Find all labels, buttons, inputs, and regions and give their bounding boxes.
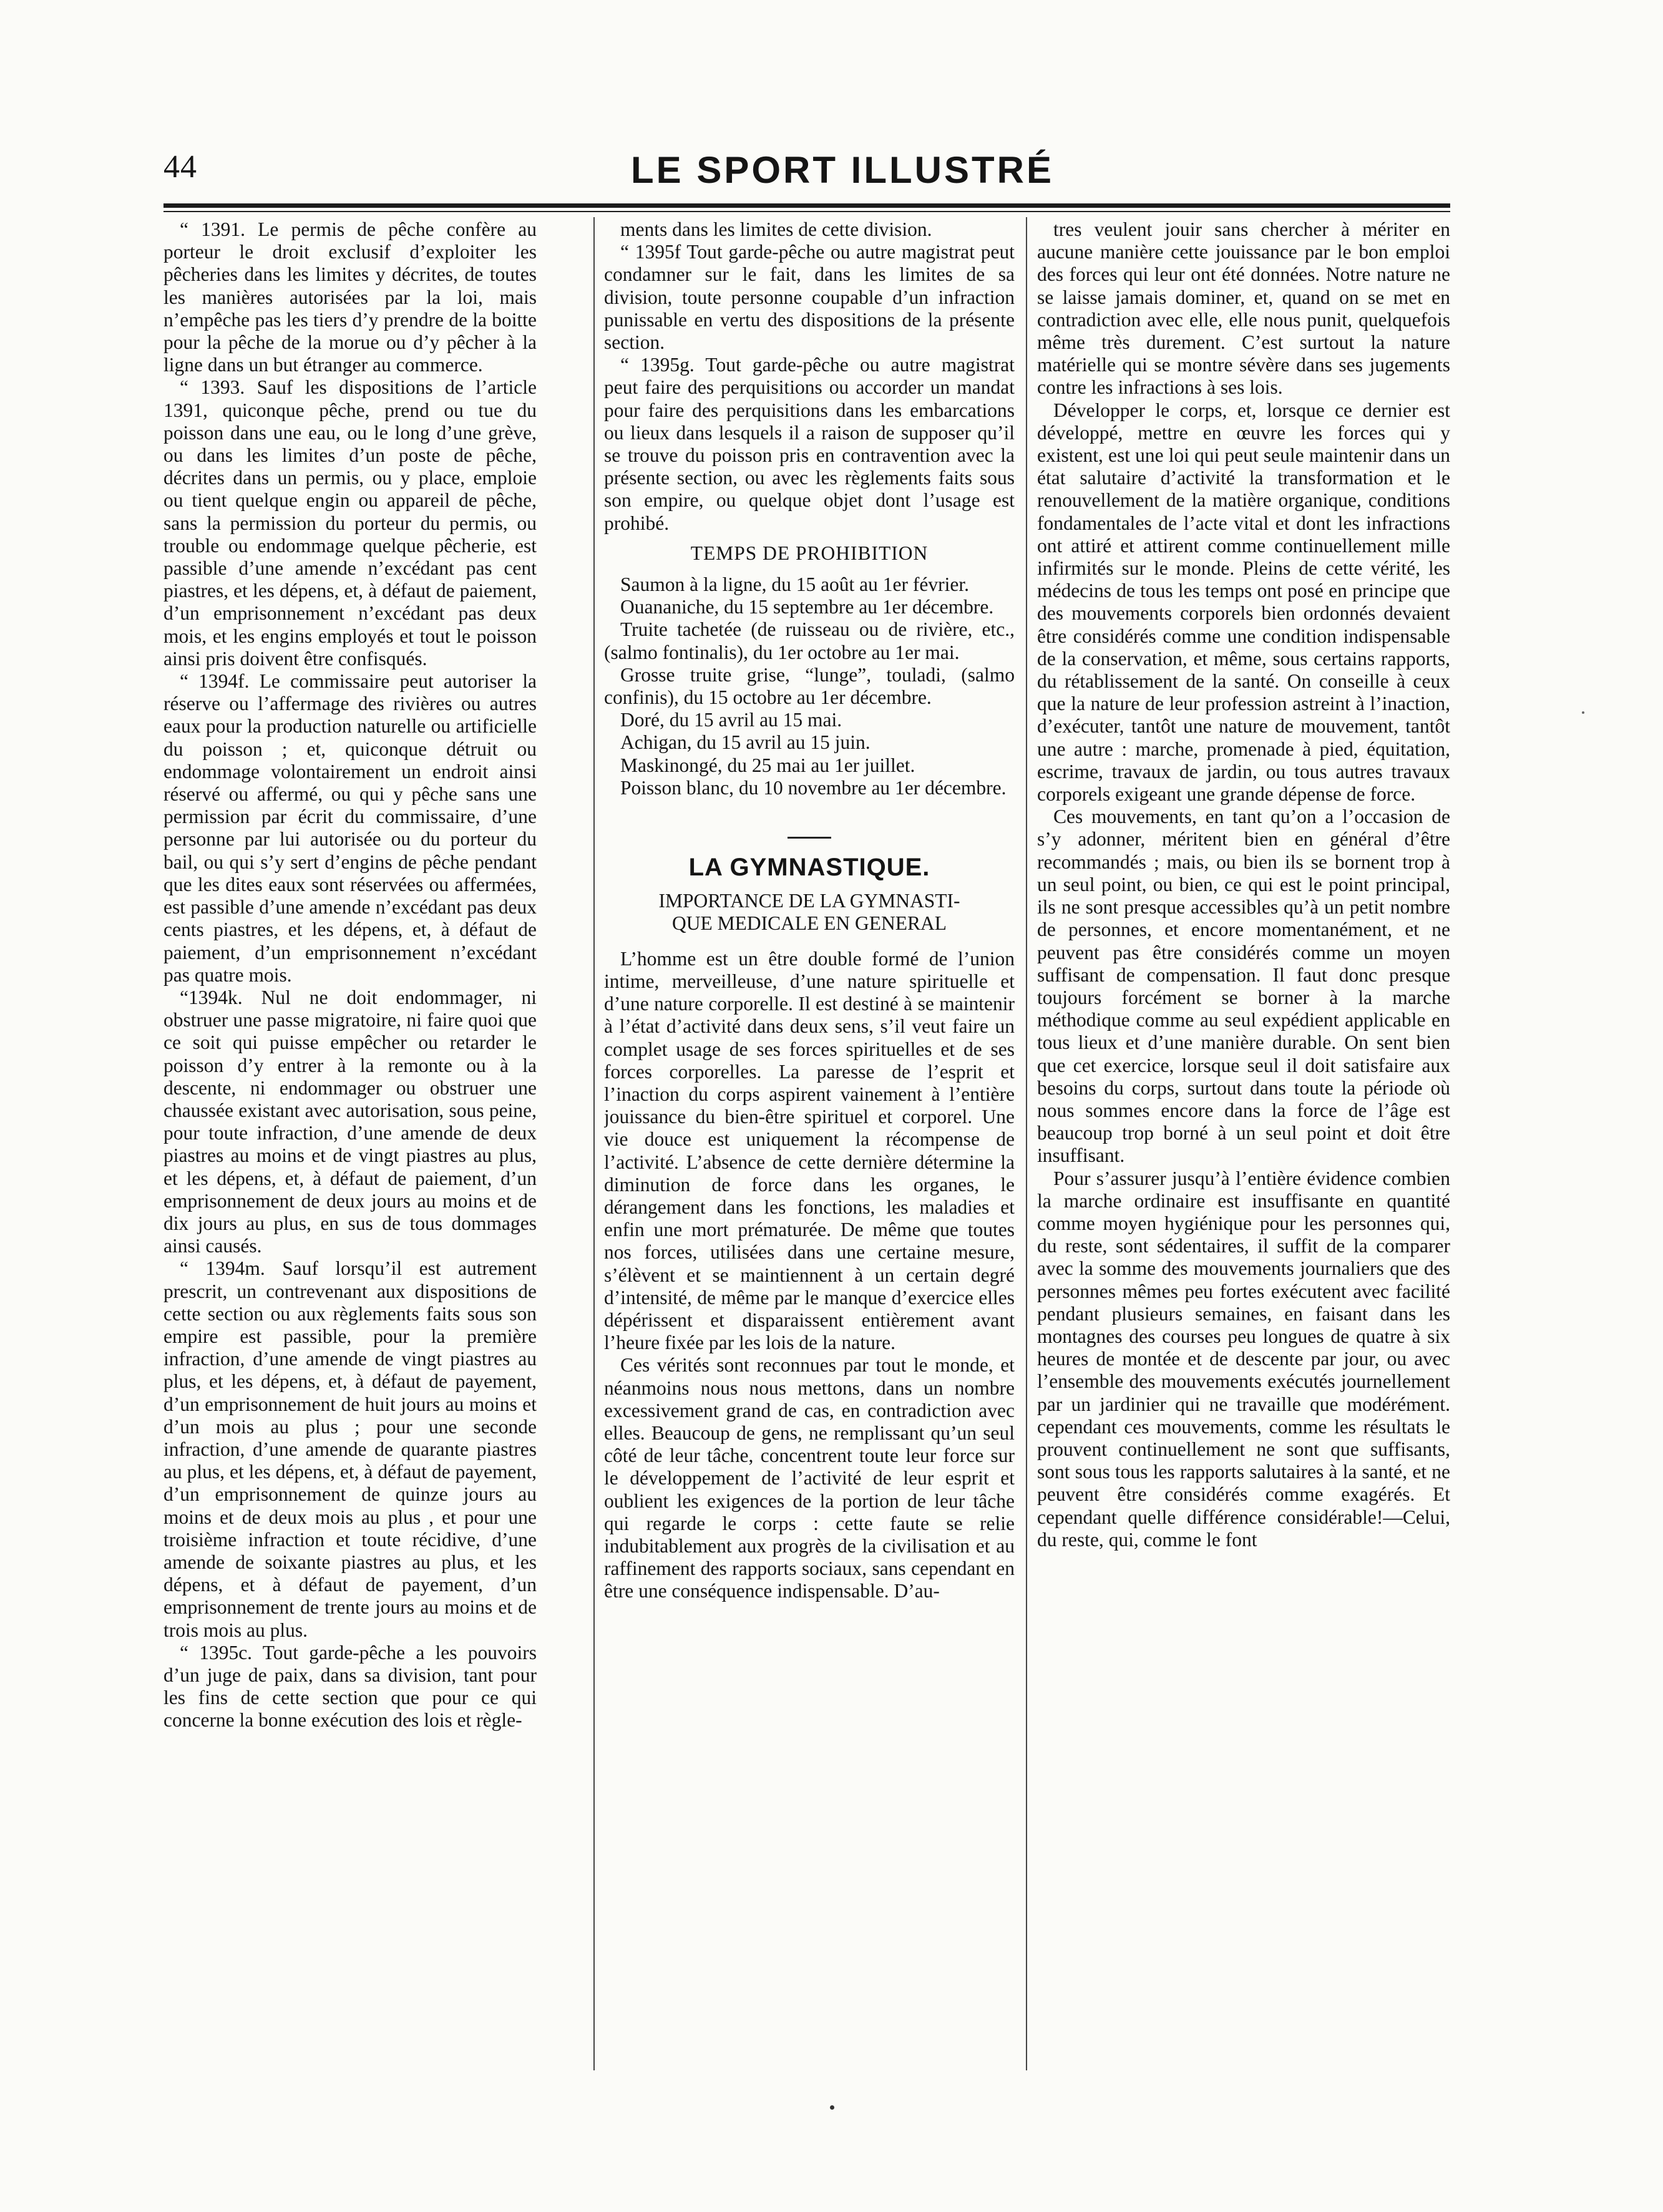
article-1391: “ 1391. Le permis de pêche confère au porteur le droit exclusif d’exploiter les pêcheries dans les limites y décrites, de toutes les manières autorisées par la loi, mais n’empêche pas les tiers d’y prendre de la boitte pour la pêche de la morue ou d’y pêcher à la ligne dans un but étranger au commerce. [163,218,537,376]
season-truite-tachetee: Truite tachetée (de ruisseau ou de rivière, etc., (salmo fontinalis), du 1er octobre au 1er mai. [604,618,1015,663]
section-heading-prohibition: TEMPS DE PROHIBITION [690,542,929,564]
gymnastique-paragraph-3: tres veulent jouir sans chercher à mériter en aucune manière cette jouissance par le bon emploi des forces qui leur ont été données. Notre nature ne se laisse jamais dominer, et, quand on se met en contradiction avec elle, elle nous punit, quelquefois même très durement. C’est surtout la nature matérielle qui se montre sévère dans ses jugements contre les infractions à ses lois. [1037,218,1450,399]
section-separator [788,837,831,839]
masthead: LE SPORT ILLUSTRÉ [630,149,1055,191]
season-saumon: Saumon à la ligne, du 15 août au 1er février. [620,573,969,596]
season-dore: Doré, du 15 avril au 15 mai. [620,709,842,731]
gymnastique-paragraph-2: Ces vérités sont reconnues par tout le monde, et néanmoins nous nous mettons, dans un nombre excessivement grand de cas, en contradiction avec elles. Beaucoup de gens, ne remplissant qu’un seul côté de leur tâche, concentrent toute leur force sur le développement de l’activité de leur esprit et oublient les exigences de la portion de leur tâche qui regarde le corps : cette faute se relie indubitablement aux progrès de la civilisation et au raffinement des rapports sociaux, sans cependant en être une conséquence indispensable. D’au- [604,1354,1015,1602]
article-1394f: “ 1394f. Le commissaire peut autoriser la réserve ou l’affermage des rivières ou autres eaux pour la production naturelle ou artificielle du poisson ; et, quiconque détruit ou endommage volontairement un endroit ainsi réservé ou affermé, ou qui y pêche sans une permission par écrit du commissaire, d’une personne par lui autorisée ou du porteur du bail, ou qui s’y sert d’engins de pêche pendant que les dites eaux sont réservées ou affermées, est passible d’une amende n’excédant pas deux cents piastres, et les dépens, et, à défaut de paiement, d’un emprisonnement n’excédant pas quatre mois. [163,670,537,986]
gymnastique-paragraph-4: Développer le corps, et, lorsque ce dernier est développé, mettre en œuvre les forces qui y existent, est une loi qui peut seule maintenir dans un état salutaire d’activité la transformation et le renouvellement de la matière organique, conditions fondamentales de l’acte vital et dont les infractions ont attiré et attirent comme continuellement mille infirmités sur le monde. Pleins de cette vérité, les médecins de tous les temps ont posé en principe que des mouvements corporels bien ordonnés devaient être considérés comme une condition indispensable de la conservation, et même, sous certains rapports, du rétablissement de la santé. On conseille à ceux que la nature de leur profession astreint à l’inaction, d’exécuter, tantôt une nature de mouvement, tantôt une autre : marche, promenade à pied, équitation, escrime, travaux de jardin, ou tous autres travaux corporels exigeant une grande dépense de force. [1037,399,1450,806]
season-achigan: Achigan, du 15 avril au 15 juin. [620,731,871,754]
article-1394k: “1394k. Nul ne doit endommager, ni obstruer une passe migratoire, ni faire quoi que ce soit qui puisse empêcher ou retarder le poisson d’y entrer à la remonte ou à la descente, ni endommager ou obstruer une chaussée existant avec autorisation, sous peine, pour toute infraction, d’une amende de deux piastres au moins et de vingt piastres au plus, et les dépens, et, à défaut de paiement, d’un emprisonnement de deux jours au moins et de dix jours au plus, en sus de tous dommages ainsi causés. [163,986,537,1257]
column-3 [1037,218,1450,2090]
article-continuation: ments dans les limites de cette division. [620,218,932,240]
print-speck [1582,711,1584,714]
gymnastique-paragraph-5: Ces mouvements, en tant qu’on a l’occasion de s’y adonner, méritent bien en général d’être recommandés ; mais, ou bien ils se bornent trop à un seul point, ou bien, ce qui est le point principal, ils ne sont presque accessibles qu’à un petit nombre de personnes, et encore momentanément, et ne peuvent pas être considérés comme un moyen suffisant de compensation. Il faut donc presque toujours forcément se borner à la marche méthodique comme au seul expédient applicable en tous lieux et d’une manière durable. On sent bien que cet exercice, lorsque seul il doit satisfaire aux besoins du corps, surtout dans toute la période où nous sommes encore dans la force de l’âge est beaucoup trop borné à un seul point et doit être insuffisant. [1037,806,1450,1167]
article-subhead [604,890,1015,935]
gymnastique-paragraph-6: Pour s’assurer jusqu’à l’entière évidence combien la marche ordinaire est insuffisante en quantité comme moyen hygiénique pour les personnes qui, du reste, sont sédentaires, il suffit de la comparer avec la somme des mouvements journaliers que des personnes mêmes peu fortes exécutent avec facilité pendant plusieurs semaines, en faisant dans les montagnes des courses peu longues de quatre à six heures de montée et de descente par jour, ou avec l’ensemble des mouvements exécutés journellement par un jardinier qui ne travaille que modérément. cependant ces mouvements, comme les résultats le prouvent continuellement ne sont que suffisants, sont sous tous les rapports salutaires à la santé, et ne peuvent être considérés comme exagérés. Et cependant quelle différence considérable!—Celui, du reste, qui, comme le font [1037,1167,1450,1551]
column-2 [604,218,1015,2090]
season-ouananiche: Ouananiche, du 15 septembre au 1er décembre. [620,596,994,618]
gymnastique-paragraph-1: L’homme est un être double formé de l’union intime, merveilleuse, d’une nature spirituelle et d’une nature corporelle. Il est destiné à se maintenir à l’état d’activité dans deux sens, s’il veut faire un complet usage de ses forces spirituelles et de ses forces corporelles. La paresse de l’esprit et l’inaction du corps aspirent vainement à l’entière jouissance du bien-être spirituel et corporel. Une vie douce est uniquement la récompense de l’activité. L’absence de cette dernière détermine la diminution de force dans les organes, le dérangement dans les fonctions, les maladies et enfin une mort prématurée. De même que toutes nos forces, utilisées dans une certaine mesure, s’élèvent et se maintiennent à un certain degré d’intensité, de même par le manque d’exercice elles dépérissent et disparaissent entièrement avant l’heure fixée par les lois de la nature. [604,947,1015,1354]
season-grosse-truite: Grosse truite grise, “lunge”, touladi, (salmo confinis), du 15 octobre au 1er décembre. [604,663,1015,709]
article-1395c: “ 1395c. Tout garde-pêche a les pouvoirs d’un juge de paix, dans sa division, tant pour les fins de cette section que pour ce qui concerne la bonne exécution des lois et règle- [163,1641,537,1732]
article-1394m: “ 1394m. Sauf lorsqu’il est autrement prescrit, un contrevenant aux dispositions de cette section ou aux règlements faits sous son empire est passible, pour la première infraction, d’une amende de vingt piastres au plus, et les dépens, et, à défaut de payement, d’un emprisonnement de huit jours au moins et d’un mois au plus ; pour une seconde infraction, d’une amende de quarante piastres au plus, et les dépens, et, à défaut de payement, d’un emprisonnement de quinze jours au moins et de deux mois au plus , et pour une troisième infraction et toute récidive, d’une amende de soixante piastres au plus, et les dépens, et à défaut de payement, d’un emprisonnement de trente jours au moins et de trois mois au plus. [163,1257,537,1641]
page-number: 44 [163,149,197,185]
article-1395g: “ 1395g. Tout garde-pêche ou autre magistrat peut faire des perquisitions ou accorder un mandat pour faire des perquisitions dans les embarcations ou lieux dans lesquels il a raison de supposer qu’il se trouve du poisson pris en contravention avec la présente section, ou avec les règlements faits sous son empire, ou quelque objet dont l’usage est prohibé. [604,354,1015,534]
article-title: LA GYMNASTIQUE. [688,854,930,882]
subhead-line-1: IMPORTANCE DE LA GYMNASTI- [658,890,960,912]
season-maskinonge: Maskinongé, du 25 mai au 1er juillet. [620,754,915,776]
column-1 [163,218,537,2090]
footer-dot [830,2105,834,2110]
subhead-line-2: QUE MEDICALE EN GENERAL [671,912,947,935]
column-divider-left [593,217,595,2070]
season-poisson-blanc: Poisson blanc, du 10 novembre au 1er décembre. [620,776,1007,799]
article-1393: “ 1393. Sauf les dispositions de l’article 1391, quiconque pêche, prend ou tue du poisson dans une eau, ou le long d’une grève, ou dans les limites d’un poste de pêche, décrites dans un permis, ou y place, emploie ou tient quelque engin ou appareil de pêche, sans la permission du porteur du permis, ou trouble ou endommage quelque pêcherie, est passible d’une amende n’excédant pas cent piastres, et les dépens, et, à défaut de paiement, d’un emprisonnement n’excédant pas deux mois, et les engins employés et tout le poisson ainsi pris doivent être confisqués. [163,376,537,670]
header-rule-thick [163,203,1450,208]
article-1395f: “ 1395f Tout garde-pêche ou autre magistrat peut condamner sur le fait, dans les limites de sa division, toute personne coupable d’un infraction punissable en vertu des dispositions de la présente section. [604,241,1015,354]
header-rule-thin [163,211,1450,212]
column-divider-right [1026,217,1027,2070]
